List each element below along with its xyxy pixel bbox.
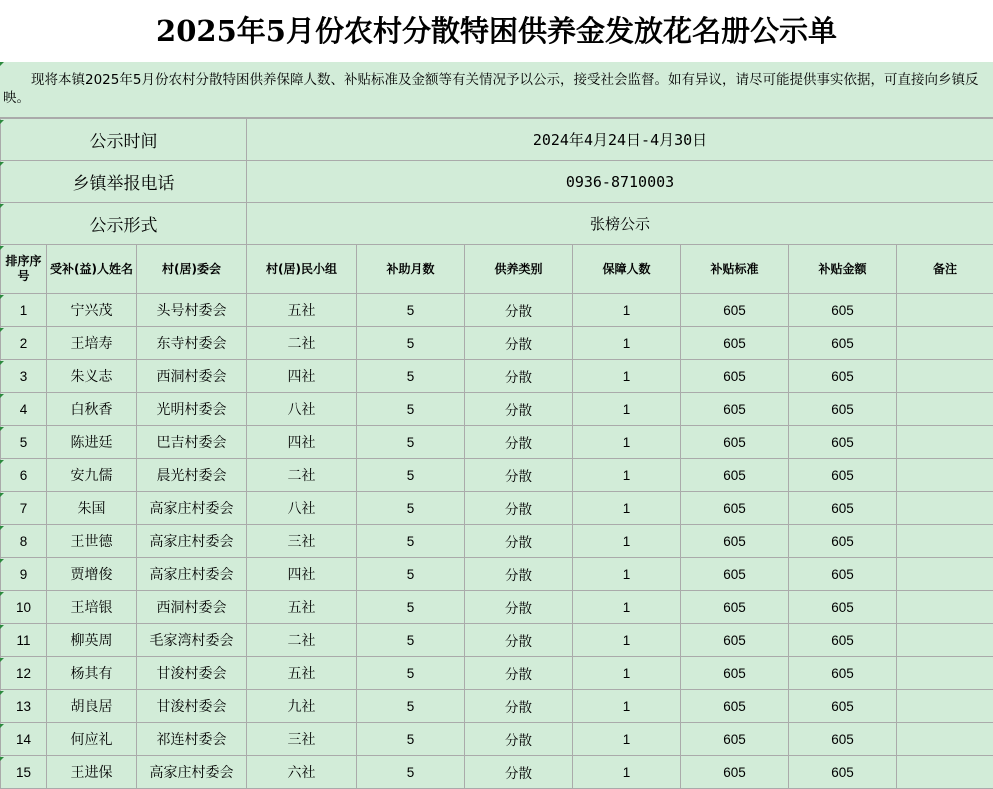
table-cell[interactable]: 5 [357, 756, 465, 789]
table-cell[interactable]: 贾增俊 [47, 558, 137, 591]
table-cell[interactable]: 高家庄村委会 [137, 525, 247, 558]
cell-marker [0, 493, 4, 497]
table-cell[interactable]: 13 [1, 690, 47, 723]
table-cell[interactable]: 八社 [247, 492, 357, 525]
header-cell[interactable]: 村(居)委会 [137, 245, 247, 294]
cell-marker [0, 592, 4, 596]
table-cell[interactable]: 605 [681, 459, 789, 492]
table-cell[interactable]: 605 [789, 294, 897, 327]
table-cell[interactable]: 头号村委会 [137, 294, 247, 327]
cell-marker [0, 724, 4, 728]
table-cell[interactable]: 五社 [247, 657, 357, 690]
cell-marker [0, 427, 4, 431]
table-cell[interactable]: 四社 [247, 558, 357, 591]
table-cell[interactable]: 高家庄村委会 [137, 756, 247, 789]
period-label-cell[interactable]: 公示时间 [1, 119, 247, 161]
table-cell[interactable]: 605 [789, 327, 897, 360]
table-cell[interactable]: 605 [681, 624, 789, 657]
table-cell[interactable]: 605 [681, 756, 789, 789]
table-cell[interactable]: 五社 [247, 294, 357, 327]
table-cell[interactable]: 四社 [247, 360, 357, 393]
table-cell[interactable] [897, 459, 993, 492]
table-cell[interactable]: 5 [357, 690, 465, 723]
table-cell[interactable]: 1 [573, 657, 681, 690]
table-cell[interactable]: 分散 [465, 558, 573, 591]
table-row [1, 426, 993, 459]
table-cell[interactable]: 甘浚村委会 [137, 657, 247, 690]
table-cell[interactable] [897, 360, 993, 393]
table-cell[interactable] [897, 723, 993, 756]
phone-label-cell[interactable]: 乡镇举报电话 [1, 161, 247, 203]
table-cell[interactable] [897, 426, 993, 459]
table-cell[interactable]: 5 [357, 294, 465, 327]
table-cell[interactable]: 7 [1, 492, 47, 525]
table-cell[interactable]: 1 [573, 426, 681, 459]
table-cell[interactable]: 605 [789, 591, 897, 624]
table-cell[interactable]: 5 [357, 492, 465, 525]
table-row [1, 327, 993, 360]
table-cell[interactable]: 5 [357, 327, 465, 360]
table-cell[interactable]: 8 [1, 525, 47, 558]
table-cell[interactable]: 晨光村委会 [137, 459, 247, 492]
cell-marker [0, 295, 4, 299]
table-cell[interactable]: 分散 [465, 492, 573, 525]
table-cell[interactable]: 宁兴茂 [47, 294, 137, 327]
table-cell[interactable]: 15 [1, 756, 47, 789]
table-cell[interactable]: 王培寿 [47, 327, 137, 360]
table-cell[interactable] [897, 492, 993, 525]
table-cell[interactable]: 605 [681, 492, 789, 525]
table-cell[interactable]: 二社 [247, 624, 357, 657]
table-cell[interactable] [897, 690, 993, 723]
table-cell[interactable]: 1 [1, 294, 47, 327]
form-label-cell[interactable]: 公示形式 [1, 203, 247, 245]
roster-table [0, 118, 993, 789]
table-cell[interactable]: 西洞村委会 [137, 591, 247, 624]
table-cell[interactable]: 605 [681, 360, 789, 393]
cell-marker [0, 394, 4, 398]
cell-marker [0, 460, 4, 464]
table-cell[interactable]: 分散 [465, 294, 573, 327]
table-cell[interactable] [897, 294, 993, 327]
table-cell[interactable]: 605 [681, 426, 789, 459]
table-cell[interactable]: 5 [357, 657, 465, 690]
table-cell[interactable]: 605 [789, 525, 897, 558]
table-cell[interactable]: 4 [1, 393, 47, 426]
table-row [1, 459, 993, 492]
info-row-form [1, 203, 993, 245]
table-cell[interactable]: 二社 [247, 459, 357, 492]
table-cell[interactable]: 四社 [247, 426, 357, 459]
header-cell[interactable]: 补助月数 [357, 245, 465, 294]
table-cell[interactable]: 605 [789, 756, 897, 789]
table-cell[interactable]: 分散 [465, 393, 573, 426]
header-cell[interactable]: 补贴金额 [789, 245, 897, 294]
table-cell[interactable]: 朱国 [47, 492, 137, 525]
table-cell[interactable]: 605 [681, 327, 789, 360]
table-cell[interactable]: 5 [357, 558, 465, 591]
table-cell[interactable]: 王世德 [47, 525, 137, 558]
table-cell[interactable]: 分散 [465, 327, 573, 360]
table-cell[interactable]: 九社 [247, 690, 357, 723]
table-cell[interactable]: 605 [789, 459, 897, 492]
table-cell[interactable]: 1 [573, 690, 681, 723]
table-cell[interactable]: 605 [681, 558, 789, 591]
table-cell[interactable]: 白秋香 [47, 393, 137, 426]
table-row [1, 756, 993, 789]
table-cell[interactable]: 毛家湾村委会 [137, 624, 247, 657]
cell-marker [0, 757, 4, 761]
table-row [1, 393, 993, 426]
table-row [1, 360, 993, 393]
cell-marker [0, 691, 4, 695]
header-cell[interactable]: 排序序号 [1, 245, 47, 294]
table-cell[interactable]: 605 [681, 294, 789, 327]
header-cell[interactable]: 补贴标准 [681, 245, 789, 294]
table-cell[interactable] [897, 756, 993, 789]
table-cell[interactable]: 605 [789, 657, 897, 690]
table-cell[interactable]: 1 [573, 393, 681, 426]
table-cell[interactable]: 605 [681, 393, 789, 426]
table-cell[interactable]: 1 [573, 360, 681, 393]
table-cell[interactable]: 5 [1, 426, 47, 459]
table-cell[interactable]: 分散 [465, 360, 573, 393]
table-cell[interactable]: 八社 [247, 393, 357, 426]
table-cell[interactable]: 杨其有 [47, 657, 137, 690]
column-header-row [1, 245, 993, 294]
notice-paragraph[interactable]: 现将本镇2025年5月份农村分散特困供养保障人数、补贴标准及金额等有关情况予以公示，接受社会监督。如有异议，请尽可能提供事实依据，可直接向乡镇反映。 [0, 62, 993, 118]
table-cell[interactable]: 605 [789, 492, 897, 525]
table-cell[interactable]: 分散 [465, 756, 573, 789]
header-cell[interactable]: 村(居)民小组 [247, 245, 357, 294]
table-cell[interactable]: 605 [681, 723, 789, 756]
table-cell[interactable]: 5 [357, 393, 465, 426]
table-cell[interactable]: 1 [573, 624, 681, 657]
table-cell[interactable]: 三社 [247, 723, 357, 756]
cell-marker [0, 361, 4, 365]
table-cell[interactable]: 6 [1, 459, 47, 492]
table-cell[interactable]: 605 [789, 393, 897, 426]
table-cell[interactable] [897, 525, 993, 558]
table-cell[interactable]: 朱义志 [47, 360, 137, 393]
table-cell[interactable]: 分散 [465, 690, 573, 723]
table-cell[interactable] [897, 591, 993, 624]
table-cell[interactable]: 巴吉村委会 [137, 426, 247, 459]
table-cell[interactable]: 西洞村委会 [137, 360, 247, 393]
table-cell[interactable]: 柳英周 [47, 624, 137, 657]
table-cell[interactable]: 2 [1, 327, 47, 360]
table-cell[interactable]: 1 [573, 525, 681, 558]
header-cell[interactable]: 保障人数 [573, 245, 681, 294]
table-cell[interactable]: 安九儒 [47, 459, 137, 492]
table-cell[interactable]: 1 [573, 459, 681, 492]
table-cell[interactable]: 甘浚村委会 [137, 690, 247, 723]
table-cell[interactable]: 605 [789, 624, 897, 657]
cell-marker [0, 658, 4, 662]
table-cell[interactable]: 高家庄村委会 [137, 492, 247, 525]
table-cell[interactable]: 分散 [465, 657, 573, 690]
table-cell[interactable]: 二社 [247, 327, 357, 360]
table-cell[interactable]: 14 [1, 723, 47, 756]
table-cell[interactable]: 王培银 [47, 591, 137, 624]
info-row-period [1, 119, 993, 161]
table-cell[interactable]: 三社 [247, 525, 357, 558]
table-cell[interactable] [897, 558, 993, 591]
cell-marker [0, 204, 4, 208]
table-cell[interactable]: 分散 [465, 459, 573, 492]
table-cell[interactable]: 六社 [247, 756, 357, 789]
table-cell[interactable]: 何应礼 [47, 723, 137, 756]
table-cell[interactable]: 5 [357, 624, 465, 657]
table-cell[interactable]: 1 [573, 558, 681, 591]
table-cell[interactable] [897, 657, 993, 690]
table-cell[interactable]: 分散 [465, 426, 573, 459]
table-cell[interactable]: 3 [1, 360, 47, 393]
phone-value-cell[interactable]: 0936-8710003 [247, 161, 993, 203]
table-row [1, 690, 993, 723]
table-cell[interactable]: 605 [681, 591, 789, 624]
table-cell[interactable]: 5 [357, 459, 465, 492]
table-cell[interactable] [897, 327, 993, 360]
table-cell[interactable]: 高家庄村委会 [137, 558, 247, 591]
table-cell[interactable]: 分散 [465, 591, 573, 624]
table-cell[interactable]: 11 [1, 624, 47, 657]
table-cell[interactable]: 东寺村委会 [137, 327, 247, 360]
table-row [1, 591, 993, 624]
table-cell[interactable]: 605 [681, 690, 789, 723]
cell-marker [0, 162, 4, 166]
cell-marker [0, 559, 4, 563]
table-cell[interactable]: 光明村委会 [137, 393, 247, 426]
table-cell[interactable]: 胡良居 [47, 690, 137, 723]
page-title[interactable]: 2025年5月份农村分散特困供养金发放花名册公示单 [0, 0, 993, 62]
header-cell[interactable]: 备注 [897, 245, 993, 294]
table-body [1, 294, 993, 789]
header-cell[interactable]: 受补(益)人姓名 [47, 245, 137, 294]
table-cell[interactable]: 陈进廷 [47, 426, 137, 459]
table-cell[interactable]: 祁连村委会 [137, 723, 247, 756]
table-cell[interactable]: 5 [357, 723, 465, 756]
table-row [1, 624, 993, 657]
form-value-cell[interactable]: 张榜公示 [247, 203, 993, 245]
cell-marker [0, 625, 4, 629]
period-value-cell[interactable]: 2024年4月24日-4月30日 [247, 119, 993, 161]
table-row [1, 558, 993, 591]
table-cell[interactable]: 1 [573, 591, 681, 624]
cell-marker [0, 62, 4, 66]
table-cell[interactable]: 1 [573, 723, 681, 756]
table-row [1, 492, 993, 525]
cell-marker [0, 328, 4, 332]
table-cell[interactable]: 5 [357, 426, 465, 459]
table-cell[interactable]: 5 [357, 360, 465, 393]
table-cell[interactable] [897, 624, 993, 657]
table-cell[interactable]: 王进保 [47, 756, 137, 789]
header-cell[interactable]: 供养类别 [465, 245, 573, 294]
cell-marker [0, 246, 4, 250]
table-row [1, 657, 993, 690]
table-cell[interactable]: 605 [681, 525, 789, 558]
table-cell[interactable]: 605 [681, 657, 789, 690]
cell-marker [0, 120, 4, 124]
table-cell[interactable]: 605 [789, 426, 897, 459]
table-cell[interactable]: 605 [789, 723, 897, 756]
table-row [1, 294, 993, 327]
table-cell[interactable] [897, 393, 993, 426]
table-cell[interactable]: 5 [357, 525, 465, 558]
table-cell[interactable]: 分散 [465, 525, 573, 558]
table-cell[interactable]: 分散 [465, 723, 573, 756]
table-cell[interactable]: 605 [789, 558, 897, 591]
table-cell[interactable]: 9 [1, 558, 47, 591]
cell-marker [0, 526, 4, 530]
table-cell[interactable]: 分散 [465, 624, 573, 657]
table-cell[interactable]: 1 [573, 492, 681, 525]
table-row [1, 723, 993, 756]
table-cell[interactable]: 605 [789, 690, 897, 723]
table-cell[interactable]: 五社 [247, 591, 357, 624]
table-cell[interactable]: 10 [1, 591, 47, 624]
table-cell[interactable]: 605 [789, 360, 897, 393]
info-row-phone [1, 161, 993, 203]
table-cell[interactable]: 1 [573, 327, 681, 360]
table-cell[interactable]: 5 [357, 591, 465, 624]
table-row [1, 525, 993, 558]
table-cell[interactable]: 12 [1, 657, 47, 690]
table-cell[interactable]: 1 [573, 294, 681, 327]
table-cell[interactable]: 1 [573, 756, 681, 789]
